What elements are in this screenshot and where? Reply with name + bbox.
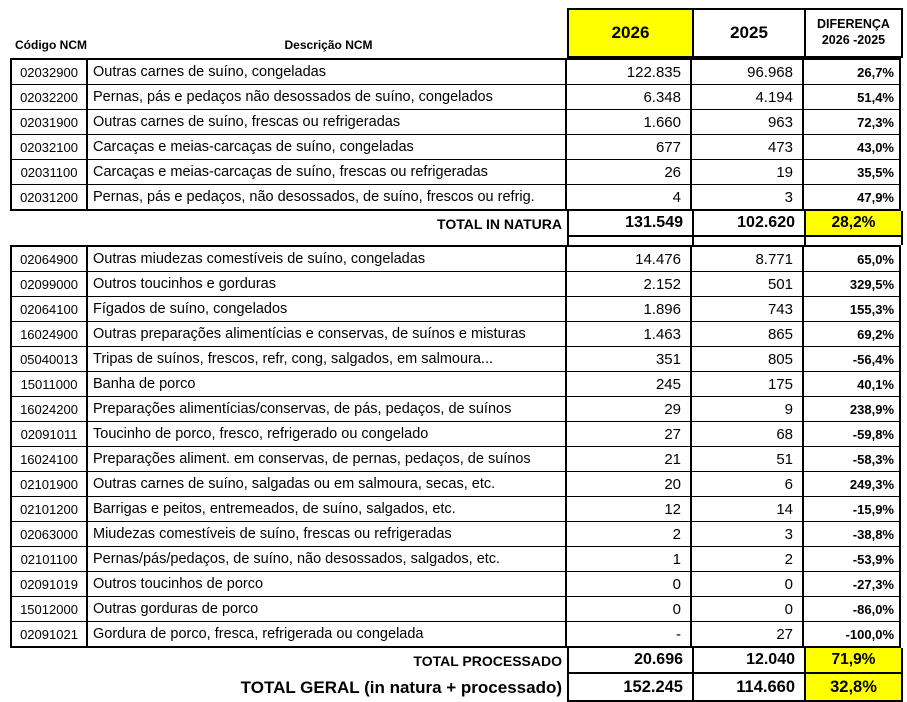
ncm-description-cell: Outros toucinhos de porco [88,572,567,596]
ncm-code-cell: 02031100 [12,160,88,184]
value-2026-cell: 0 [567,572,692,596]
description-column-header: Descrição NCM [284,38,373,52]
total-processado-2026: 20.696 [567,648,694,674]
value-2025-cell: 8.771 [692,247,804,271]
value-2025-cell: 0 [692,597,804,621]
difference-cell: 40,1% [857,376,894,392]
value-2026-cell: 29 [567,397,692,421]
difference-header-line2: 2026 -2025 [821,33,886,47]
table-row [12,297,899,322]
difference-cell: -15,9% [852,501,894,517]
ncm-description-cell: Fígados de suíno, congelados [88,297,567,321]
value-2026-cell: 0 [567,597,692,621]
value-2026-cell: 14.476 [567,247,692,271]
value-2026-cell: 351 [567,347,692,371]
ncm-code-cell: 02064100 [12,297,88,321]
table-row [12,597,899,622]
difference-cell: 238,9% [849,401,894,417]
total-geral-2026: 152.245 [567,674,694,702]
value-2025-cell: 27 [692,622,804,646]
total-processado-2025: 12.040 [694,648,806,674]
value-2026-cell: - [567,622,692,646]
value-2025-cell: 2 [692,547,804,571]
table-row [12,547,899,572]
total-geral-label: TOTAL GERAL (in natura + processado) [240,678,562,697]
difference-cell: -58,3% [852,451,894,467]
value-2026-cell: 2.152 [567,272,692,296]
total-geral-row [10,674,907,702]
value-2025-cell: 51 [692,447,804,471]
processado-section [10,245,901,648]
ncm-code-cell: 05040013 [12,347,88,371]
ncm-code-cell: 02031900 [12,110,88,134]
spacer-cell [567,237,694,245]
ncm-description-cell: Pernas/pás/pedaços, de suíno, não desossados, salgados, etc. [88,547,567,571]
difference-cell: -100,0% [845,626,894,642]
value-2025-cell: 0 [692,572,804,596]
table-row [12,372,899,397]
spacer-cell [694,237,806,245]
ncm-code-cell: 02032200 [12,85,88,109]
value-2026-cell: 245 [567,372,692,396]
table-row [12,397,899,422]
ncm-code-cell: 02101900 [12,472,88,496]
ncm-description-cell: Outras gorduras de porco [88,597,567,621]
value-2026-cell: 27 [567,422,692,446]
total-in-natura-difference: 28,2% [806,211,903,237]
total-geral-2025: 114.660 [694,674,806,702]
table-row [12,622,899,646]
total-in-natura-2026: 131.549 [567,211,694,237]
total-processado-label: TOTAL PROCESSADO [413,653,562,669]
column-header-2026: 2026 [567,8,694,58]
table-row [12,135,899,160]
table-header [10,6,903,58]
value-2025-cell: 14 [692,497,804,521]
value-2025-cell: 4.194 [692,85,804,109]
table-row [12,447,899,472]
value-2026-cell: 122.835 [567,60,692,84]
value-2026-cell: 12 [567,497,692,521]
table-row [12,60,899,85]
ncm-description-cell: Outras carnes de suíno, salgadas ou em salmoura, secas, etc. [88,472,567,496]
difference-cell: -38,8% [852,526,894,542]
ncm-code-cell: 16024100 [12,447,88,471]
table-row [12,472,899,497]
table-row [12,497,899,522]
table-row [12,272,899,297]
value-2025-cell: 865 [692,322,804,346]
ncm-code-cell: 02031200 [12,185,88,209]
value-2025-cell: 19 [692,160,804,184]
value-2025-cell: 9 [692,397,804,421]
ncm-description-cell: Banha de porco [88,372,567,396]
value-2025-cell: 175 [692,372,804,396]
table-row [12,160,899,185]
column-header-difference [806,8,903,58]
difference-cell: 47,9% [857,189,894,205]
table-row [12,322,899,347]
table-row [12,572,899,597]
spacer-cell [806,237,903,245]
ncm-description-cell: Preparações alimentícias/conservas, de pás, pedaços, de suínos [88,397,567,421]
table-row [12,247,899,272]
column-header-2025: 2025 [694,8,806,58]
value-2025-cell: 3 [692,522,804,546]
difference-header-line1: DIFERENÇA [817,17,890,32]
total-processado-difference: 71,9% [806,648,903,674]
ncm-code-cell: 02099000 [12,272,88,296]
difference-cell: -59,8% [852,426,894,442]
difference-cell: 35,5% [857,164,894,180]
ncm-description-cell: Pernas, pás e pedaços, não desossados, de suíno, frescos ou refrig. [88,185,567,209]
ncm-description-cell: Outras carnes de suíno, congeladas [88,60,567,84]
ncm-code-cell: 02064900 [12,247,88,271]
value-2026-cell: 1.660 [567,110,692,134]
difference-cell: -53,9% [852,551,894,567]
ncm-code-cell: 02101200 [12,497,88,521]
ncm-code-cell: 16024200 [12,397,88,421]
total-processado-row [10,648,907,674]
value-2026-cell: 677 [567,135,692,159]
difference-cell: 155,3% [849,301,894,317]
total-in-natura-row [10,211,907,237]
difference-cell: 43,0% [857,139,894,155]
ncm-code-cell: 02032900 [12,60,88,84]
value-2025-cell: 963 [692,110,804,134]
value-2026-cell: 6.348 [567,85,692,109]
ncm-code-cell: 15012000 [12,597,88,621]
ncm-description-cell: Pernas, pás e pedaços não desossados de suíno, congelados [88,85,567,109]
ncm-description-cell: Tripas de suínos, frescos, refr, cong, salgados, em salmoura... [88,347,567,371]
value-2026-cell: 1 [567,547,692,571]
table-row [12,110,899,135]
value-2025-cell: 68 [692,422,804,446]
ncm-code-cell: 02091021 [12,622,88,646]
difference-cell: 26,7% [857,64,894,80]
difference-cell: -86,0% [852,601,894,617]
difference-cell: 329,5% [849,276,894,292]
value-2026-cell: 21 [567,447,692,471]
value-2026-cell: 1.896 [567,297,692,321]
ncm-code-cell: 15011000 [12,372,88,396]
ncm-code-cell: 02091019 [12,572,88,596]
table-row [12,347,899,372]
ncm-description-cell: Outros toucinhos e gorduras [88,272,567,296]
code-column-header: Código NCM [15,38,87,52]
table-row [12,185,899,209]
value-2025-cell: 805 [692,347,804,371]
ncm-description-cell: Outras preparações alimentícias e conservas, de suínos e misturas [88,322,567,346]
ncm-description-cell: Gordura de porco, fresca, refrigerada ou congelada [88,622,567,646]
difference-cell: 51,4% [857,89,894,105]
value-2025-cell: 501 [692,272,804,296]
value-2026-cell: 4 [567,185,692,209]
table-row [12,522,899,547]
ncm-code-cell: 02032100 [12,135,88,159]
spacer-row [10,237,907,245]
in-natura-section [10,58,901,211]
difference-cell: 72,3% [857,114,894,130]
ncm-description-cell: Preparações aliment. em conservas, de pernas, pedaços, de suínos [88,447,567,471]
total-geral-difference: 32,8% [806,674,903,702]
value-2026-cell: 20 [567,472,692,496]
ncm-description-cell: Carcaças e meias-carcaças de suíno, frescas ou refrigeradas [88,160,567,184]
value-2025-cell: 3 [692,185,804,209]
ncm-description-cell: Barrigas e peitos, entremeados, de suíno, salgados, etc. [88,497,567,521]
ncm-code-cell: 02091011 [12,422,88,446]
ncm-description-cell: Outras carnes de suíno, frescas ou refrigeradas [88,110,567,134]
value-2025-cell: 473 [692,135,804,159]
ncm-code-cell: 02101100 [12,547,88,571]
value-2025-cell: 96.968 [692,60,804,84]
difference-cell: 69,2% [857,326,894,342]
ncm-description-cell: Toucinho de porco, fresco, refrigerado ou congelado [88,422,567,446]
table-row [12,422,899,447]
ncm-description-cell: Outras miudezas comestíveis de suíno, congeladas [88,247,567,271]
value-2026-cell: 2 [567,522,692,546]
total-in-natura-2025: 102.620 [694,211,806,237]
difference-cell: 249,3% [849,476,894,492]
value-2025-cell: 743 [692,297,804,321]
difference-cell: -27,3% [852,576,894,592]
spacer-cell [10,237,567,245]
table-row [12,85,899,110]
value-2025-cell: 6 [692,472,804,496]
value-2026-cell: 26 [567,160,692,184]
difference-cell: 65,0% [857,251,894,267]
ncm-description-cell: Carcaças e meias-carcaças de suíno, congeladas [88,135,567,159]
ncm-description-cell: Miudezas comestíveis de suíno, frescas ou refrigeradas [88,522,567,546]
difference-cell: -56,4% [852,351,894,367]
ncm-code-cell: 16024900 [12,322,88,346]
total-in-natura-label: TOTAL IN NATURA [437,216,562,232]
value-2026-cell: 1.463 [567,322,692,346]
ncm-code-cell: 02063000 [12,522,88,546]
year-columns-header [567,8,903,58]
